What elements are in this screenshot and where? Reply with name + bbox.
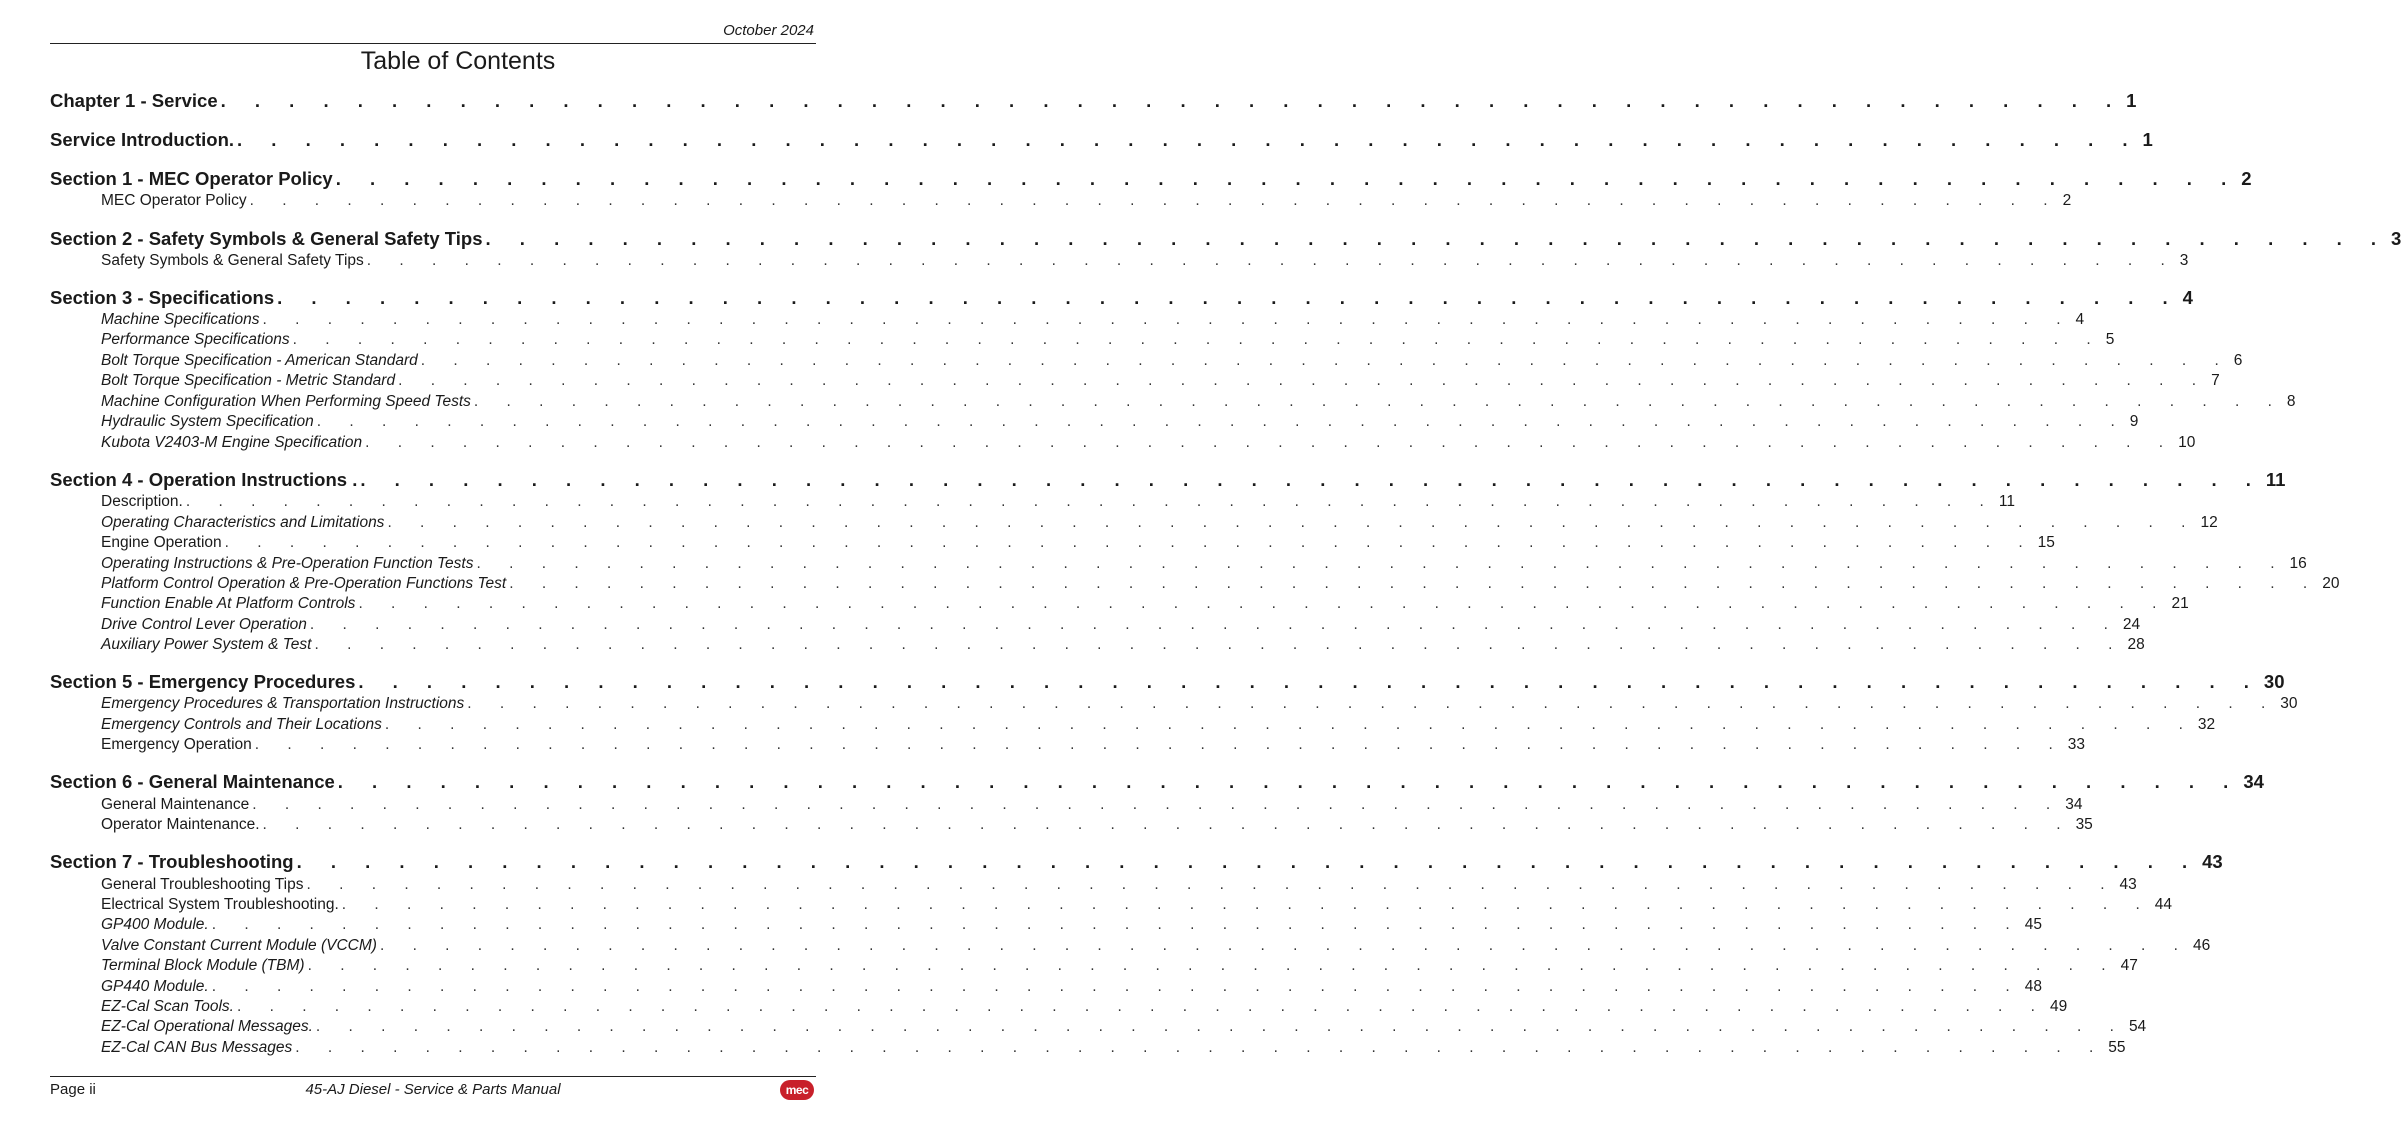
toc-page-number: 20	[2322, 575, 2340, 592]
toc-subsection-entry[interactable]	[101, 937, 2211, 955]
page-title: Table of Contents	[360, 47, 556, 75]
toc-entry-label: EZ-Cal Scan Tools.	[101, 998, 234, 1015]
toc-subsection-entry[interactable]	[101, 978, 2042, 996]
toc-page-number: 55	[2108, 1039, 2126, 1056]
toc-subsection-entry[interactable]	[101, 192, 2072, 210]
toc-subsection-entry[interactable]	[101, 796, 2083, 814]
toc-entry-label: Chapter 1 - Service	[50, 90, 218, 111]
toc-entry-label: Description.	[101, 493, 183, 510]
toc-section-entry[interactable]	[50, 287, 2193, 309]
toc-entry-label: Engine Operation	[101, 534, 222, 551]
toc-subsection-entry[interactable]	[101, 352, 2243, 370]
toc-dot-leader: . . . . . . . . . . . . . . . . . . . . . . . . . . . . . . . . . . . . . . . . . . . . . . . . . . . . . . . .	[262, 311, 2073, 328]
toc-entry-label: Machine Configuration When Performing Speed Tests	[101, 393, 471, 410]
toc-entry-label: Operating Instructions & Pre-Operation Function Tests	[101, 555, 474, 572]
toc-subsection-entry[interactable]	[101, 716, 2216, 734]
toc-entry-label: Auxiliary Power System & Test	[101, 636, 312, 653]
toc-page-number: 46	[2192, 937, 2211, 954]
toc-subsection-entry[interactable]	[101, 372, 2220, 390]
toc-page-number: 48	[2024, 978, 2042, 995]
toc-subsection-entry[interactable]	[101, 393, 2296, 411]
toc-subsection-entry[interactable]	[101, 998, 2068, 1016]
toc-entry-label: EZ-Cal Operational Messages.	[101, 1018, 313, 1035]
toc-subsection-entry[interactable]	[101, 555, 2307, 573]
toc-dot-leader: . . . . . . . . . . . . . . . . . . . . . . . . . . . . . . . . . . . . . . . . . . . . . . . . . . . . . . . .	[249, 192, 2060, 209]
toc-entry-label: Section 6 - General Maintenance	[50, 771, 335, 792]
toc-page-number: 9	[2129, 413, 2139, 430]
toc-dot-leader: . . . . . . . . . . . . . . . . . . . . . . . . . . . . . . . . . . . . . . . . . . . . . . . . . . . . . . . .	[398, 372, 2209, 389]
toc-entry-label: Bolt Torque Specification - American Standard	[101, 352, 418, 369]
toc-entry-label: Emergency Operation	[101, 736, 252, 753]
toc-page-number: 34	[2065, 796, 2083, 813]
toc-dot-leader: . . . . . . . . . . . . . . . . . . . . . . . . . . . . . . . . . . . . . . . . . . . . . . . . . . . . . . . .	[277, 287, 2180, 308]
toc-dot-leader: . . . . . . . . . . . . . . . . . . . . . . . . . . . . . . . . . . . . . . . . . . . . . . . . . . . . . . . .	[316, 413, 2127, 430]
toc-subsection-entry[interactable]	[101, 434, 2196, 452]
toc-dot-leader: . . . . . . . . . . . . . . . . . . . . . . . . . . . . . . . . . . . . . . . . . . . . . . . . . . . . . . . .	[476, 555, 2287, 572]
toc-entry-label: Section 7 - Troubleshooting	[50, 851, 294, 872]
toc-subsection-entry[interactable]	[101, 957, 2138, 975]
toc-dot-leader: . . . . . . . . . . . . . . . . . . . . . . . . . . . . . . . . . . . . . . . . . . . . . . . . . . . . . . . .	[252, 796, 2063, 813]
toc-page-number: 15	[2037, 534, 2055, 551]
toc-dot-leader: . . . . . . . . . . . . . . . . . . . . . . . . . . . . . . . . . . . . . . . . . . . . . . . . . . . . . . . .	[307, 957, 2118, 974]
toc-entry-label: Terminal Block Module (TBM)	[101, 957, 305, 974]
toc-dot-leader: . . . . . . . . . . . . . . . . . . . . . . . . . . . . . . . . . . . . . . . . . . . . . . . . . . . . . . . .	[358, 671, 2261, 692]
toc-page-number: 1	[2142, 129, 2153, 150]
toc-subsection-entry[interactable]	[101, 514, 2218, 532]
toc-page-number: 12	[2200, 514, 2218, 531]
toc-subsection-entry[interactable]	[101, 736, 2086, 754]
header-date: October 2024	[723, 22, 814, 39]
toc-subsection-entry[interactable]	[101, 916, 2042, 934]
toc-subsection-entry[interactable]	[101, 1039, 2126, 1057]
toc-entry-label: Emergency Controls and Their Locations	[101, 716, 382, 733]
toc-entry-label: Section 3 - Specifications	[50, 287, 275, 308]
toc-entry-label: General Troubleshooting Tips	[101, 876, 304, 893]
toc-page-number: 45	[2024, 916, 2042, 933]
toc-dot-leader: . . . . . . . . . . . . . . . . . . . . . . . . . . . . . . . . . . . . . . . . . . . . . . . . . . . . . . . .	[473, 393, 2284, 410]
toc-section-entry[interactable]	[50, 228, 2401, 250]
toc-page-number: 34	[2243, 771, 2264, 792]
toc-subsection-entry[interactable]	[101, 252, 2189, 270]
toc-page-number: 54	[2128, 1018, 2147, 1035]
toc-entry-label: Kubota V2403-M Engine Specification	[101, 434, 363, 451]
toc-page-number: 3	[2391, 228, 2401, 249]
toc-dot-leader: . . . . . . . . . . . . . . . . . . . . . . . . . . . . . . . . . . . . . . . . . . . . . . . . . . . . . . . .	[254, 736, 2065, 753]
toc-dot-leader: . . . . . . . . . . . . . . . . . . . . . . . . . . . . . . . . . . . . . . . . . . . . . . . . . . . . . . . .	[358, 595, 2169, 612]
toc-page-number: 47	[2120, 957, 2138, 974]
toc-entry-label: Machine Specifications	[101, 311, 260, 328]
toc-page-number: 7	[2211, 372, 2220, 389]
toc-entry-label: Service Introduction.	[50, 129, 235, 150]
toc-page-number: 30	[2263, 671, 2285, 692]
toc-entry-label: Hydraulic System Specification	[101, 413, 314, 430]
toc-subsection-entry[interactable]	[101, 595, 2189, 613]
toc-page-number: 33	[2067, 736, 2086, 753]
toc-dot-leader: . . . . . . . . . . . . . . . . . . . . . . . . . . . . . . . . . . . . . . . . . . . . . . . . . . . . . . . .	[387, 514, 2198, 531]
toc-section-entry[interactable]	[50, 90, 2137, 112]
toc-dot-leader: . . . . . . . . . . . . . . . . . . . . . . . . . . . . . . . . . . . . . . . . . . . . . . . . . . . . . . . .	[262, 816, 2073, 833]
toc-entry-label: MEC Operator Policy	[101, 192, 247, 209]
toc-dot-leader: . . . . . . . . . . . . . . . . . . . . . . . . . . . . . . . . . . . . . . . . . . . . . . . . . . . . . . . .	[365, 434, 2176, 451]
toc-page-number: 1	[2126, 90, 2137, 111]
toc-dot-leader: . . . . . . . . . . . . . . . . . . . . . . . . . . . . . . . . . . . . . . . . . . . . . . . . . . . . . . . .	[467, 695, 2278, 712]
toc-dot-leader: . . . . . . . . . . . . . . . . . . . . . . . . . . . . . . . . . . . . . . . . . . . . . . . . . . . . . . . .	[360, 469, 2263, 490]
toc-entry-label: GP400 Module.	[101, 916, 209, 933]
toc-entry-label: General Maintenance	[101, 796, 250, 813]
toc-page-number: 5	[2105, 331, 2115, 348]
toc-entry-label: Bolt Torque Specification - Metric Standard	[101, 372, 396, 389]
toc-page-number: 28	[2127, 636, 2145, 653]
toc-section-entry[interactable]	[50, 469, 2286, 491]
toc-subsection-entry[interactable]	[101, 413, 2139, 431]
toc-entry-label: Performance Specifications	[101, 331, 290, 348]
toc-subsection-entry[interactable]	[101, 1018, 2147, 1036]
toc-page-number: 32	[2197, 716, 2216, 733]
toc-dot-leader: . . . . . . . . . . . . . . . . . . . . . . . . . . . . . . . . . . . . . . . . . . . . . . . . . . . . . . . .	[211, 916, 2022, 933]
toc-entry-label: Section 4 - Operation Instructions .	[50, 469, 358, 490]
toc-page-number: 21	[2171, 595, 2189, 612]
toc-dot-leader: . . . . . . . . . . . . . . . . . . . . . . . . . . . . . . . . . . . . . . . . . . . . . . . . . . . . . . . .	[306, 876, 2117, 893]
footer-manual-title: 45-AJ Diesel - Service & Parts Manual	[305, 1081, 561, 1098]
toc-section-entry[interactable]	[50, 671, 2285, 693]
toc-entry-label: Safety Symbols & General Safety Tips	[101, 252, 364, 269]
toc-entry-label: Drive Control Lever Operation	[101, 616, 307, 633]
toc-entry-label: GP440 Module.	[101, 978, 209, 995]
toc-section-entry[interactable]	[50, 771, 2264, 793]
toc-entry-label: Valve Constant Current Module (VCCM)	[101, 937, 377, 954]
toc-page-number: 2	[2241, 168, 2252, 189]
toc-page-number: 44	[2154, 896, 2173, 913]
toc-dot-leader: . . . . . . . . . . . . . . . . . . . . . . . . . . . . . . . . . . . . . . . . . . . . . . . . . . . . . . . .	[224, 534, 2035, 551]
toc-dot-leader: . . . . . . . . . . . . . . . . . . . . . . . . . . . . . . . . . . . . . . . . . . . . . . . . . . . . . . . .	[379, 937, 2190, 954]
toc-dot-leader: . . . . . . . . . . . . . . . . . . . . . . . . . . . . . . . . . . . . . . . . . . . . . . . . . . . . . . . .	[420, 352, 2231, 369]
toc-page-number: 43	[2119, 876, 2137, 893]
toc-page-number: 11	[2265, 469, 2286, 490]
toc-dot-leader: . . . . . . . . . . . . . . . . . . . . . . . . . . . . . . . . . . . . . . . . . . . . . . . . . . . . . . . .	[485, 228, 2389, 249]
toc-dot-leader: . . . . . . . . . . . . . . . . . . . . . . . . . . . . . . . . . . . . . . . . . . . . . . . . . . . . . . . .	[220, 90, 2124, 111]
toc-entry-label: Platform Control Operation & Pre-Operation Functions Test	[101, 575, 507, 592]
toc-section-entry[interactable]	[50, 851, 2223, 873]
toc-subsection-entry[interactable]	[101, 636, 2145, 654]
header-rule	[50, 43, 816, 44]
footer-rule	[50, 1076, 816, 1077]
toc-dot-leader: . . . . . . . . . . . . . . . . . . . . . . . . . . . . . . . . . . . . . . . . . . . . . . . . . . . . . . . .	[341, 896, 2152, 913]
toc-dot-leader: . . . . . . . . . . . . . . . . . . . . . . . . . . . . . . . . . . . . . . . . . . . . . . . . . . . . . . . .	[366, 252, 2177, 269]
toc-page-number: 8	[2286, 393, 2296, 410]
toc-page-number: 43	[2202, 851, 2223, 872]
toc-dot-leader: . . . . . . . . . . . . . . . . . . . . . . . . . . . . . . . . . . . . . . . . . . . . . . . . . . . . . . . .	[237, 129, 2140, 150]
toc-subsection-entry[interactable]	[101, 311, 2085, 329]
toc-dot-leader: . . . . . . . . . . . . . . . . . . . . . . . . . . . . . . . . . . . . . . . . . . . . . . . . . . . . . . . .	[292, 331, 2103, 348]
toc-dot-leader: . . . . . . . . . . . . . . . . . . . . . . . . . . . . . . . . . . . . . . . . . . . . . . . . . . . . . . . .	[295, 1039, 2106, 1056]
toc-page-number: 2	[2062, 192, 2072, 209]
toc-entry-label: Section 5 - Emergency Procedures	[50, 671, 356, 692]
toc-page-number: 6	[2233, 352, 2243, 369]
toc-page-number: 35	[2075, 816, 2093, 833]
toc-subsection-entry[interactable]	[101, 534, 2055, 552]
toc-page-number: 11	[1998, 493, 2015, 510]
toc-page-number: 10	[2178, 434, 2196, 451]
toc-subsection-entry[interactable]	[101, 493, 2015, 511]
toc-entry-label: Operating Characteristics and Limitations	[101, 514, 385, 531]
toc-entry-label: Function Enable At Platform Controls	[101, 595, 356, 612]
toc-page-number: 30	[2280, 695, 2298, 712]
toc-entry-label: Section 2 - Safety Symbols & General Safety Tips	[50, 228, 483, 249]
toc-entry-label: Section 1 - MEC Operator Policy	[50, 168, 333, 189]
toc-entry-label: Operator Maintenance.	[101, 816, 260, 833]
toc-dot-leader: . . . . . . . . . . . . . . . . . . . . . . . . . . . . . . . . . . . . . . . . . . . . . . . . . . . . . . . .	[296, 851, 2200, 872]
toc-page-number: 49	[2049, 998, 2068, 1015]
toc-page-number: 24	[2122, 616, 2141, 633]
mec-logo: mec	[780, 1080, 814, 1100]
toc-dot-leader: . . . . . . . . . . . . . . . . . . . . . . . . . . . . . . . . . . . . . . . . . . . . . . . . . . . . . . . .	[509, 575, 2320, 592]
footer-page-number: Page ii	[50, 1081, 96, 1098]
toc-dot-leader: . . . . . . . . . . . . . . . . . . . . . . . . . . . . . . . . . . . . . . . . . . . . . . . . . . . . . . . .	[384, 716, 2195, 733]
toc-dot-leader: . . . . . . . . . . . . . . . . . . . . . . . . . . . . . . . . . . . . . . . . . . . . . . . . . . . . . . . .	[236, 998, 2047, 1015]
toc-subsection-entry[interactable]	[101, 616, 2141, 634]
toc-entry-label: Electrical System Troubleshooting.	[101, 896, 339, 913]
toc-page-number: 4	[2075, 311, 2085, 328]
toc-subsection-entry[interactable]	[101, 331, 2115, 349]
toc-subsection-entry[interactable]	[101, 816, 2093, 834]
toc-dot-leader: . . . . . . . . . . . . . . . . . . . . . . . . . . . . . . . . . . . . . . . . . . . . . . . . . . . . . . . .	[211, 978, 2022, 995]
toc-dot-leader: . . . . . . . . . . . . . . . . . . . . . . . . . . . . . . . . . . . . . . . . . . . . . . . . . . . . . . . .	[314, 636, 2125, 653]
toc-section-entry[interactable]	[50, 129, 2153, 151]
toc-dot-leader: . . . . . . . . . . . . . . . . . . . . . . . . . . . . . . . . . . . . . . . . . . . . . . . . . . . . . . . .	[309, 616, 2120, 633]
toc-page-number: 16	[2289, 555, 2307, 572]
toc-subsection-entry[interactable]	[101, 695, 2298, 713]
toc-dot-leader: . . . . . . . . . . . . . . . . . . . . . . . . . . . . . . . . . . . . . . . . . . . . . . . . . . . . . . . .	[315, 1018, 2126, 1035]
toc-entry-label: EZ-Cal CAN Bus Messages	[101, 1039, 293, 1056]
toc-dot-leader: . . . . . . . . . . . . . . . . . . . . . . . . . . . . . . . . . . . . . . . . . . . . . . . . . . . . . . . .	[335, 168, 2239, 189]
toc-entry-label: Emergency Procedures & Transportation Instructions	[101, 695, 465, 712]
toc-page-number: 3	[2179, 252, 2189, 269]
toc-dot-leader: . . . . . . . . . . . . . . . . . . . . . . . . . . . . . . . . . . . . . . . . . . . . . . . . . . . . . . . .	[185, 493, 1996, 510]
toc-page-number: 4	[2182, 287, 2193, 308]
toc-subsection-entry[interactable]	[101, 896, 2173, 914]
toc-subsection-entry[interactable]	[101, 575, 2340, 593]
toc-section-entry[interactable]	[50, 168, 2252, 190]
toc-subsection-entry[interactable]	[101, 876, 2137, 894]
toc-dot-leader: . . . . . . . . . . . . . . . . . . . . . . . . . . . . . . . . . . . . . . . . . . . . . . . . . . . . . . . .	[337, 771, 2241, 792]
